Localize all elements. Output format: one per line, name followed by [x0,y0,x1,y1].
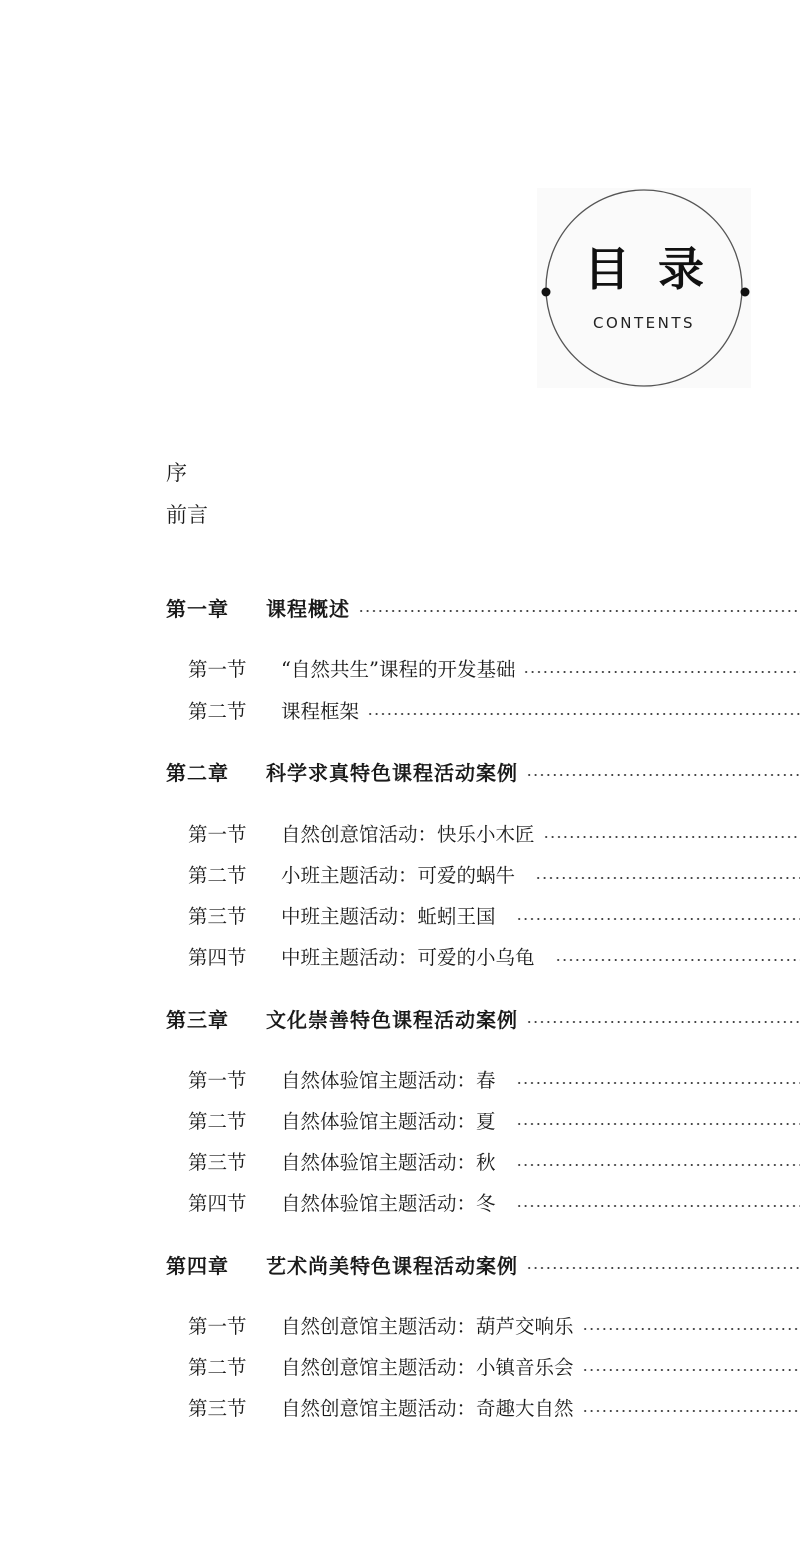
section-number: 第三节 [188,1397,247,1420]
toc-chapter-3[interactable] [0,1005,800,1031]
section-title: 自然体验馆主题活动：秋 [281,1151,496,1174]
toc-section-2-4[interactable] [0,943,800,969]
dot-leader [535,877,800,879]
dot-leader [555,959,800,961]
dot-leader [582,1328,800,1330]
dot-leader [516,1205,800,1207]
chapter-title: 艺术尚美特色课程活动案例 [266,1253,518,1277]
section-title: 中班主题活动：蚯蚓王国 [281,905,496,928]
section-number: 第一节 [188,1315,247,1338]
section-title: 小班主题活动：可爱的蜗牛 [281,864,516,887]
toc-section-1-1[interactable] [0,655,800,681]
dot-leader [582,1369,800,1371]
dot-leader [523,671,800,673]
toc-section-2-3[interactable] [0,902,800,928]
toc-entry-preface[interactable]: 序 [166,461,187,485]
dot-leader [358,610,800,612]
chapter-number: 第四章 [166,1253,229,1277]
section-title: 自然体验馆主题活动：夏 [281,1110,496,1133]
dot-leader [526,1267,800,1269]
toc-section-2-2[interactable] [0,861,800,887]
toc-chapter-1[interactable] [0,594,800,620]
section-title: 中班主题活动：可爱的小乌龟 [281,946,535,969]
section-number: 第四节 [188,946,247,969]
toc-section-3-2[interactable] [0,1107,800,1133]
chapter-title: 科学求真特色课程活动案例 [266,760,518,784]
section-title: 自然创意馆主题活动：奇趣大自然 [281,1397,574,1420]
contents-heading: 目录 [584,242,732,296]
dot-leader [543,836,800,838]
toc-chapter-4[interactable] [0,1251,800,1277]
toc-section-3-3[interactable] [0,1148,800,1174]
chapter-number: 第二章 [166,760,229,784]
dot-leader [516,1082,800,1084]
section-number: 第三节 [188,1151,247,1174]
section-number: 第一节 [188,1069,247,1092]
dot-leader [367,713,800,715]
dot-leader [516,918,800,920]
dot-leader [516,1164,800,1166]
section-number: 第二节 [188,700,247,723]
section-number: 第一节 [188,823,247,846]
section-title: 自然创意馆活动：快乐小木匠 [281,823,535,846]
chapter-title: 课程概述 [266,596,350,620]
section-number: 第一节 [188,658,247,681]
dot-leader [582,1410,800,1412]
chapter-number: 第一章 [166,596,229,620]
section-title: 自然创意馆主题活动：葫芦交响乐 [281,1315,574,1338]
section-number: 第二节 [188,1110,247,1133]
toc-section-3-1[interactable] [0,1066,800,1092]
section-number: 第三节 [188,905,247,928]
dot-leader [526,774,800,776]
chapter-number: 第三章 [166,1007,229,1031]
toc-section-2-1[interactable] [0,820,800,846]
section-number: 第二节 [188,864,247,887]
chapter-title: 文化崇善特色课程活动案例 [266,1007,518,1031]
toc-section-1-2[interactable] [0,697,800,723]
contents-subheading: CONTENTS [592,314,696,332]
dot-leader [526,1021,800,1023]
section-title: “自然共生”课程的开发基础 [281,658,516,681]
toc-entry-foreword[interactable]: 前言 [166,503,208,527]
toc-section-4-2[interactable] [0,1353,800,1379]
section-number: 第四节 [188,1192,247,1215]
section-number: 第二节 [188,1356,247,1379]
toc-chapter-2[interactable] [0,758,800,784]
toc-section-4-1[interactable] [0,1312,800,1338]
section-title: 自然体验馆主题活动：冬 [281,1192,496,1215]
section-title: 自然体验馆主题活动：春 [281,1069,496,1092]
toc-section-3-4[interactable] [0,1189,800,1215]
section-title: 课程框架 [281,700,360,723]
section-title: 自然创意馆主题活动：小镇音乐会 [281,1356,574,1379]
dot-leader [516,1123,800,1125]
toc-section-4-3[interactable] [0,1394,800,1420]
